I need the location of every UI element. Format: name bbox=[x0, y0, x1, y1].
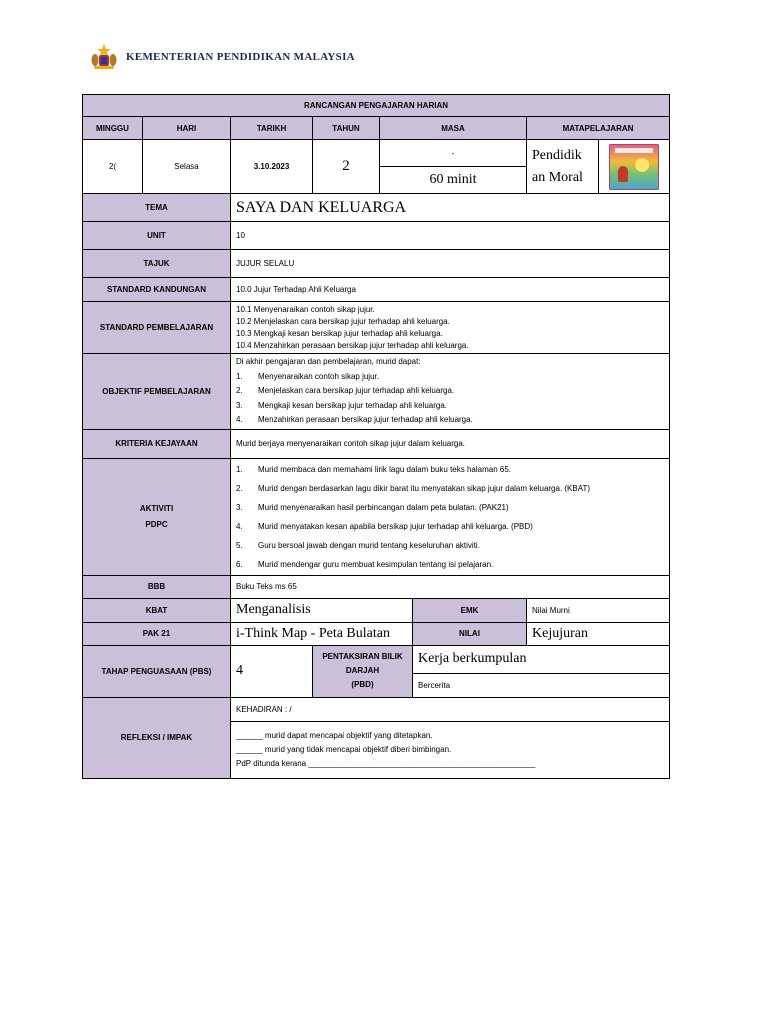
pbd-label-line-1: PENTAKSIRAN BILIK DARJAH bbox=[322, 652, 403, 675]
bbb-value: Buku Teks ms 65 bbox=[231, 575, 670, 598]
pdpc-label: PDPC bbox=[145, 519, 168, 529]
pbd-label-line-2: (PBD) bbox=[351, 680, 374, 689]
standard-pembelajaran-item: 10.4 Menzahirkan perasaan bersikap jujur terhadap ahli keluarga. bbox=[236, 340, 469, 350]
column-masa: MASA bbox=[380, 117, 527, 140]
label-pbd bbox=[313, 645, 413, 697]
subject-value bbox=[527, 140, 599, 194]
pak21-value: i-Think Map - Peta Bulatan bbox=[231, 622, 413, 645]
label-standard-pembelajaran: STANDARD PEMBELAJARAN bbox=[83, 302, 231, 354]
aktiviti-item: 1. Murid membaca dan memahami lirik lagu dalam buku teks halaman 65. bbox=[236, 464, 512, 474]
kriteria-value: Murid berjaya menyenaraikan contoh sikap jujur dalam keluarga. bbox=[231, 429, 670, 458]
kbat-value: Menganalisis bbox=[231, 598, 413, 622]
label-nilai: NILAI bbox=[413, 622, 527, 645]
nilai-value: Kejujuran bbox=[527, 622, 670, 645]
label-unit: UNIT bbox=[83, 222, 231, 250]
label-kriteria: KRITERIA KEJAYAAN bbox=[83, 429, 231, 458]
textbook-cell bbox=[599, 140, 670, 194]
standard-pembelajaran-item: 10.1 Menyenaraikan contoh sikap jujur. bbox=[236, 304, 375, 314]
aktiviti-item: 6. Murid mendengar guru membuat kesimpulan tentang isi pelajaran. bbox=[236, 559, 494, 569]
tema-value: SAYA DAN KELUARGA bbox=[231, 194, 670, 222]
lesson-plan-table bbox=[82, 94, 670, 779]
refleksi-list bbox=[231, 721, 670, 778]
standard-pembelajaran-item: 10.3 Mengkaji kesan bersikap jujur terhadap ahli keluarga. bbox=[236, 328, 443, 338]
tahun-value: 2 bbox=[313, 140, 380, 194]
objektif-item: 4. Menzahirkan perasaan bersikap jujur terhadap ahli keluarga. bbox=[236, 415, 473, 424]
masa-time: - bbox=[380, 140, 527, 167]
objektif-item: 1. Menyenaraikan contoh sikap jujur. bbox=[236, 371, 379, 381]
label-kbat: KBAT bbox=[83, 598, 231, 622]
column-tarikh: TARIKH bbox=[231, 117, 313, 140]
tahap-value: 4 bbox=[231, 645, 313, 697]
unit-value: 10 bbox=[231, 222, 670, 250]
label-standard-kandungan: STANDARD KANDUNGAN bbox=[83, 278, 231, 302]
label-pak21: PAK 21 bbox=[83, 622, 231, 645]
refleksi-line: ______ murid dapat mencapai objektif yang ditetapkan. bbox=[236, 730, 433, 740]
objektif-item: 2. Menjelaskan cara bersikap jujur terhadap ahli keluarga. bbox=[236, 386, 455, 395]
subject-line-2: an Moral bbox=[532, 169, 583, 185]
aktiviti-label: AKTIVITI bbox=[139, 503, 174, 513]
label-tema: TEMA bbox=[83, 194, 231, 222]
label-tajuk: TAJUK bbox=[83, 250, 231, 278]
plan-title: RANCANGAN PENGAJARAN HARIAN bbox=[83, 95, 670, 117]
label-tahap: TAHAP PENGUASAAN (PBS) bbox=[83, 645, 231, 697]
label-objektif: OBJEKTIF PEMBELAJARAN bbox=[83, 354, 231, 430]
pbd-method: Kerja berkumpulan bbox=[413, 645, 670, 673]
minggu-value: 2( bbox=[83, 140, 143, 194]
hari-value: Selasa bbox=[143, 140, 231, 194]
pbd-activity: Bercerita bbox=[413, 673, 670, 697]
ministry-header bbox=[90, 42, 355, 72]
objektif-list bbox=[231, 354, 670, 430]
coat-of-arms-icon bbox=[90, 43, 118, 71]
standard-kandungan-value: 10.0 Jujur Terhadap Ahli Keluarga bbox=[231, 278, 670, 302]
aktiviti-item: 4. Murid menyatakan kesan apabila bersikap jujur terhadap ahli keluarga. (PBD) bbox=[236, 521, 533, 531]
refleksi-line: PdP ditunda kerana ___________________________________________________ bbox=[236, 758, 536, 768]
label-aktiviti bbox=[83, 458, 231, 575]
subject-line-1: Pendidik bbox=[532, 147, 582, 163]
label-bbb: BBB bbox=[83, 575, 231, 598]
objektif-item: 3. Mengkaji kesan bersikap jujur terhadap ahli keluarga. bbox=[236, 400, 447, 410]
ministry-name: KEMENTERIAN PENDIDIKAN MALAYSIA bbox=[126, 51, 355, 63]
aktiviti-list bbox=[231, 458, 670, 575]
aktiviti-item: 3. Murid menyenaraikan hasil perbincangan dalam peta bulatan. (PAK21) bbox=[236, 502, 509, 512]
tajuk-value: JUJUR SELALU bbox=[231, 250, 670, 278]
label-emk: EMK bbox=[413, 598, 527, 622]
standard-pembelajaran-item: 10.2 Menjelaskan cara bersikap jujur terhadap ahli keluarga. bbox=[236, 316, 450, 326]
aktiviti-item: 2. Murid dengan berdasarkan lagu dikir barat itu menyatakan sikap jujur dalam keluarga. (KBAT) bbox=[236, 483, 591, 493]
column-tahun: TAHUN bbox=[313, 117, 380, 140]
kehadiran-value: KEHADIRAN : / bbox=[231, 697, 670, 721]
column-minggu: MINGGU bbox=[83, 117, 143, 140]
emk-value: Nilai Murni bbox=[527, 598, 670, 622]
standard-pembelajaran-list bbox=[231, 302, 670, 354]
masa-duration: 60 minit bbox=[380, 167, 527, 194]
refleksi-line: ______ murid yang tidak mencapai objektif diberi bimbingan. bbox=[236, 744, 452, 754]
label-refleksi: REFLEKSI / IMPAK bbox=[83, 697, 231, 778]
textbook-cover-icon bbox=[609, 144, 659, 190]
column-matapelajaran: MATAPELAJARAN bbox=[527, 117, 670, 140]
tarikh-value: 3.10.2023 bbox=[231, 140, 313, 194]
column-hari: HARI bbox=[143, 117, 231, 140]
aktiviti-item: 5. Guru bersoal jawab dengan murid tentang keseluruhan aktiviti. bbox=[236, 540, 480, 550]
objektif-intro: Di akhir pengajaran dan pembelajaran, murid dapat: bbox=[236, 357, 421, 366]
